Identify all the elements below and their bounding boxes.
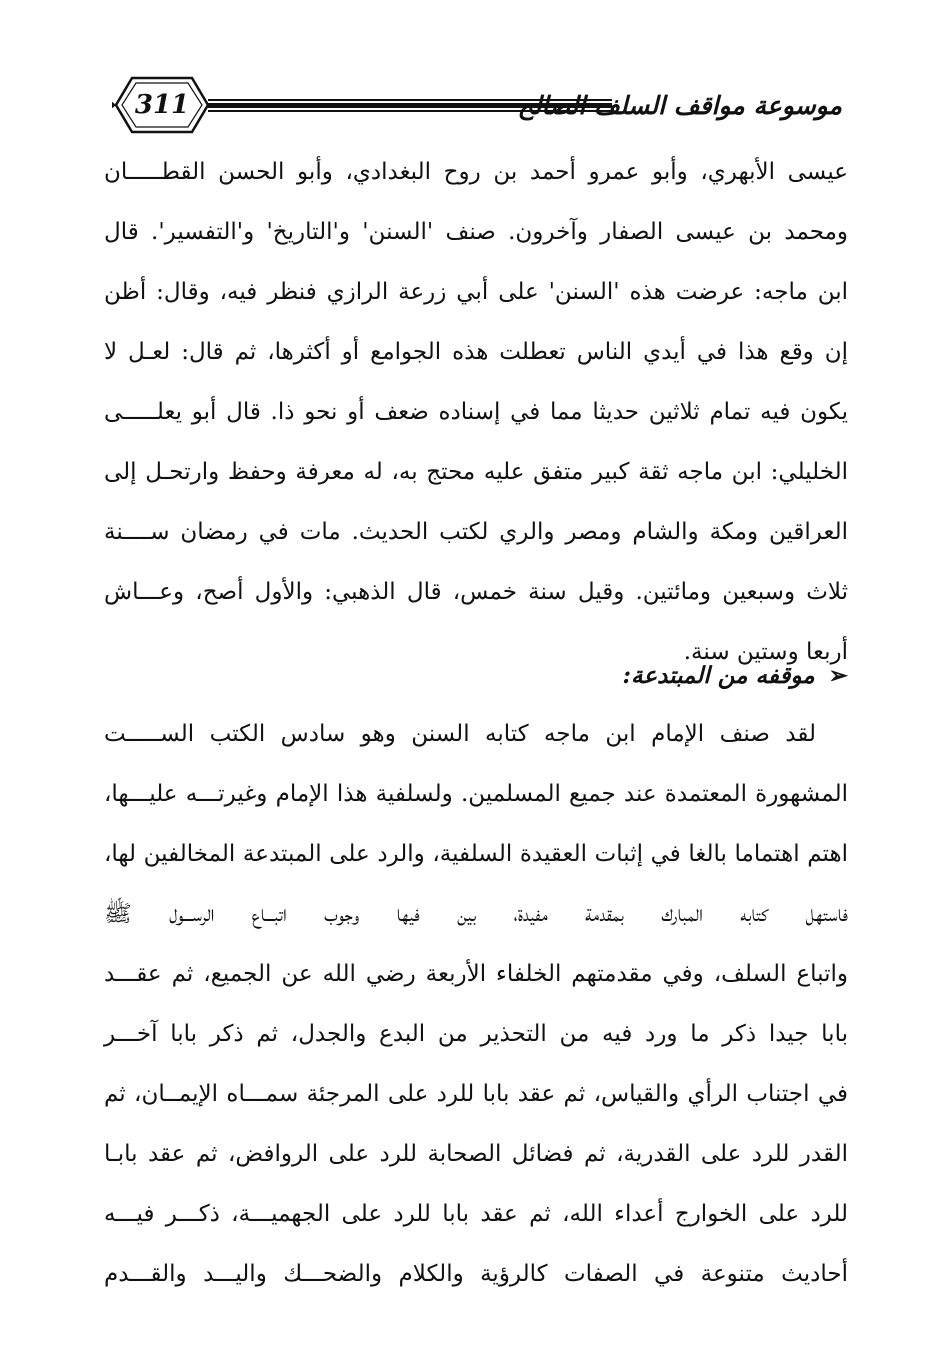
arrow-marker-icon: ➢ — [828, 662, 848, 689]
text-line: ومحمد بن عيسى الصفار وآخرون. صنف 'السنن' و'التاريخ' و'التفسير'. قال — [104, 219, 848, 245]
text-line: الخليلي: ابن ماجه ثقة كبير متفق عليه محتج به، له معرفة وحفظ وارتحـل إلى — [104, 459, 848, 485]
text-line: واتباع السلف، وفي مقدمتهم الخلفاء الأربعة رضي الله عن الجميع، ثم عقـــد — [104, 961, 848, 987]
text-line: المشهورة المعتمدة عند جميع المسلمين. ولسلفية هذا الإمام وغيرتـــه عليـــها، — [104, 781, 848, 807]
section-heading — [623, 648, 848, 704]
page-number: 311 — [134, 90, 190, 120]
text-line: إن وقع هذا في أيدي الناس تعطلت هذه الجوامع أو أكثرها، ثم قال: لعـل لا — [104, 339, 848, 365]
book-title: موسوعة مواقف السلف الصالح — [517, 91, 842, 120]
text-line: لقد صنف الإمام ابن ماجه كتابه السنن وهو سادس الكتب الســـــت — [104, 721, 816, 747]
text-line: ثلاث وسبعين ومائتين. وقيل سنة خمس، قال الذهبي: والأول أصح، وعـــاش — [104, 579, 848, 605]
text-line: عيسى الأبهري، وأبو عمرو أحمد بن روح البغدادي، وأبو الحسن القطـــــان — [104, 159, 848, 185]
text-line: القدر للرد على القدرية، ثم فضائل الصحابة للرد على الروافض، ثم عقد بابـا — [104, 1141, 848, 1167]
page-header — [112, 62, 842, 146]
text-line: أربعا وستين سنة. — [683, 639, 848, 665]
text-line: بابا جيدا ذكر ما ورد فيه من التحذير من البدع والجدل، ثم ذكر بابا آخـــر — [104, 1021, 848, 1047]
page-number-badge — [112, 74, 212, 136]
section-heading-text: موقفه من المبتدعة: — [622, 662, 815, 689]
paragraph-stance — [104, 704, 848, 1304]
paragraph-biography — [104, 142, 848, 682]
text-line: العراقين ومكة والشام ومصر والري لكتب الحديث. مات في رمضان ســــنة — [104, 519, 848, 545]
text-line: في اجتناب الرأي والقياس، ثم عقد بابا للرد على المرجئة سمـــاه الإيمــان، ثم — [104, 1081, 848, 1107]
text-line: للرد على الخوارج أعداء الله، ثم عقد بابا للرد على الجهميـــة، ذكـــر فيـــه — [104, 1201, 848, 1227]
text-line: يكون فيه تمام ثلاثين حديثا مما في إسناده ضعف أو نحو ذا. قال أبو يعلـــــى — [104, 399, 848, 425]
text-line: ابن ماجه: عرضت هذه 'السنن' على أبي زرعة الرازي فنظر فيه، وقال: أظن — [104, 279, 848, 305]
text-line: فاستهل كتابه المبارك بمقدمة مفيدة، بين فيها وجوب اتبـــاع الرســـول ﷺ — [104, 901, 848, 927]
text-line: أحاديث متنوعة في الصفات كالرؤية والكلام والضحـــك واليـــد والقـــدم — [104, 1261, 848, 1287]
text-line: اهتم اهتماما بالغا في إثبات العقيدة السلفية، والرد على المبتدعة المخالفين لها، — [104, 841, 848, 867]
